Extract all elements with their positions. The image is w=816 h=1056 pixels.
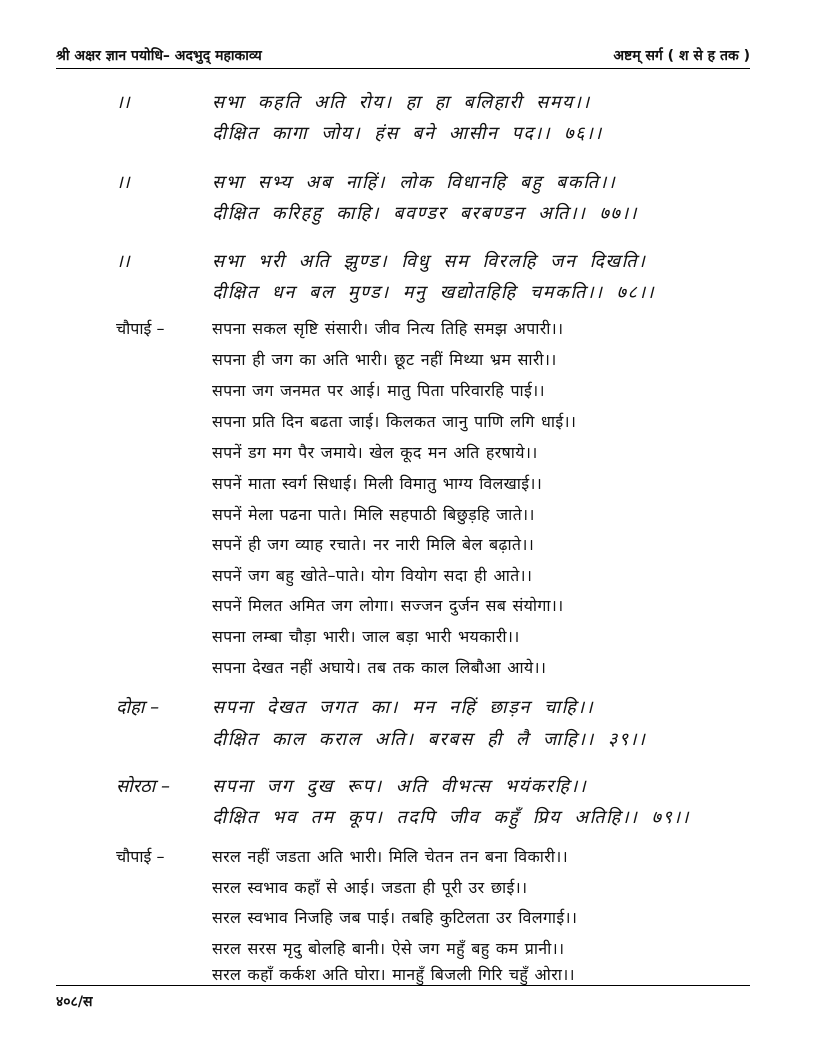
verse-line: सपना जग जनमत पर आई। मातु पिता परिवारहि पाई।। [212, 381, 545, 400]
verse-line: सपना जग दुख रूप। अति वीभत्स भयंकरहि।। [212, 776, 588, 797]
verse-line: सरल स्वभाव कहाँ से आई। जडता ही पूरी उर छाई।। [212, 878, 528, 897]
page-header [56, 40, 750, 68]
verse-line: सपना सकल सृष्टि संसारी। जीव नित्य तिहि समझ अपारी।। [212, 319, 564, 338]
verse-line: सभा भरी अति झुण्ड। विधु सम विरलहि जन दिखति। [212, 251, 647, 272]
verse-line: सपना लम्बा चौड़ा भारी। जाल बड़ा भारी भयकारी।। [212, 627, 520, 646]
verse-label: सोरठा – [116, 776, 171, 797]
verse-line: सरल सरस मृदु बोलहि बानी। ऐसे जग महुँ बहु कम प्रानी।। [212, 939, 565, 958]
verse-line: सभा सभ्य अब नाहिं। लोक विधानहि बहु बकति।। [212, 172, 617, 193]
verse-line: सरल नहीं जडता अति भारी। मिलि चेतन तन बना विकारी।। [212, 847, 568, 866]
verse-line: सपनें ही जग व्याह रचाते। नर नारी मिलि बेल बढ़ाते।। [212, 535, 535, 554]
verse-line: सपनें डग मग पैर जमाये। खेल कूद मन अति हरषाये।। [212, 443, 538, 462]
chapter-title: अष्टम् सर्ग ( श से ह तक ) [613, 48, 750, 64]
verse-line: दीक्षित भव तम कूप। तदपि जीव कहुँ प्रिय अतिहि।। ७९।। [212, 807, 690, 828]
verse-label: ।। [116, 172, 130, 193]
verse-line: सपना ही जग का अति भारी। छूट नहीं मिथ्या भ्रम सारी।। [212, 350, 557, 369]
verse-label: दोहा – [116, 697, 160, 718]
verse-line: सपना देखत जगत का। मन नहिं छाड़न चाहि।। [212, 697, 595, 718]
verse-line: सपना देखत नहीं अघाये। तब तक काल लिबौआ आये।। [212, 658, 547, 677]
book-title: श्री अक्षर ज्ञान पयोधि– अदभुद् महाकाव्य [56, 48, 262, 64]
page-number: ४०८/स [56, 994, 93, 1010]
verse-label: चौपाई – [116, 847, 165, 866]
verse-line: दीक्षित काल कराल अति। बरबस ही लै जाहि।। ३९।। [212, 729, 647, 750]
verse-label: ।। [116, 92, 130, 113]
verse-line: दीक्षित धन बल मुण्ड। मनु खद्योतहिहि चमकति।। ७८।। [212, 282, 656, 303]
verse-line: दीक्षित करिहहु काहि। बवण्डर बरबण्डन अति।। ७७।। [212, 203, 638, 224]
verse-line: दीक्षित कागा जोय। हंस बने आसीन पद।। ७६।। [212, 123, 603, 144]
verse-label: ।। [116, 251, 130, 272]
verse-line: सरल स्वभाव निजहि जब पाई। तबहि कुटिलता उर विलगाई।। [212, 908, 578, 927]
verse-line: सपना प्रति दिन बढता जाई। किलकत जानु पाणि लगि धाई।। [212, 412, 577, 431]
verse-label: चौपाई – [116, 319, 165, 338]
verse-line: सभा कहति अति रोय। हा हा बलिहारी समय।। [212, 92, 591, 113]
footer-divider [56, 985, 750, 986]
verse-line: सपनें मिलत अमित जग लोगा। सज्जन दुर्जन सब संयोगा।। [212, 596, 564, 615]
header-divider [56, 68, 750, 69]
verse-line: सपनें माता स्वर्ग सिधाई। मिली विमातु भाग्य विलखाई।। [212, 474, 543, 493]
verse-line: सपनें मेला पढना पाते। मिलि सहपाठी बिछुड़हि जाते।। [212, 505, 535, 524]
verse-line: सपनें जग बहु खोते–पाते। योग वियोग सदा ही आते।। [212, 566, 533, 585]
verse-line: सरल कहाँ कर्कश अति घोरा। मानहुँ बिजली गिरि चहुँ ओरा।। [212, 965, 575, 984]
